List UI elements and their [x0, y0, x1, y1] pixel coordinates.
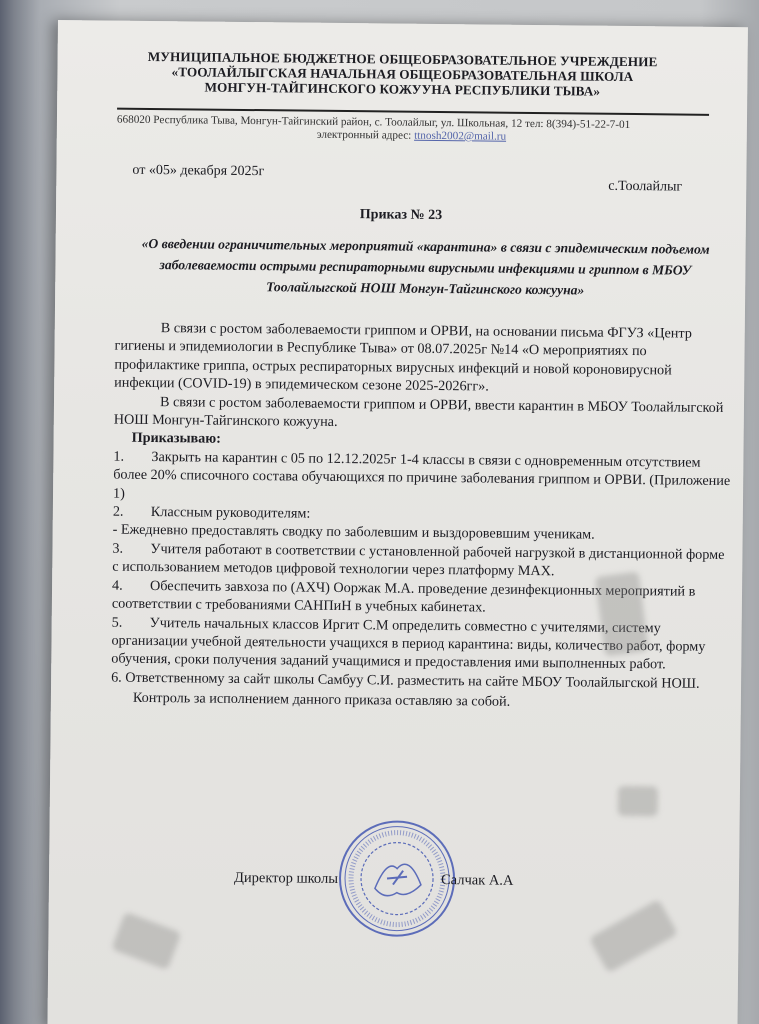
list-item: 2. Классным руководителям: — [112, 503, 311, 522]
org-name-line-3: МОНГУН-ТАЙГИНСКОГО КОЖУУНА РЕСПУБЛИКИ ТЫВА» — [204, 79, 601, 99]
letterhead — [57, 48, 747, 100]
tape-mark — [589, 899, 678, 973]
document-page — [47, 20, 748, 1024]
contact-info — [117, 114, 737, 146]
list-item: 1. Закрыть на карантин с 05 по 12.12.2025г 1-4 классы в связи с одновременным отсутствием более 20% списочного состава обучающихся по причине заболевания гриппом и ОРВИ. (Приложение 1) — [112, 448, 731, 502]
tape-mark — [618, 786, 658, 816]
order-word: Приказываю: — [131, 430, 221, 448]
list-item: 6. Ответственному за сайт школы Самбуу С.И. разместить на сайте МБОУ Тоолайлыгской НОШ. — [111, 669, 700, 692]
document-body — [111, 319, 733, 714]
order-date: от «05» декабря 2025г — [132, 162, 265, 180]
org-name-line-2: «ТООЛАЙЛЫГСКАЯ НАЧАЛЬНАЯ ОБЩЕОБРАЗОВАТЕЛЬНАЯ ШКОЛА — [171, 64, 634, 85]
paragraph-1: В связи с ростом заболеваемости гриппом и ОРВИ, на основании письма ФГУЗ «Центр гигиены и эпидемиологии в Республике Тыва» от 08.07.2025г №14 «О мероприятиях по профилактике гриппа, острых респираторных вирусных инфекций и новой короновирусной инфекции (COVID-19) в эпидемическом сезоне 2025-2026гг». — [114, 320, 692, 395]
tape-mark — [111, 912, 181, 971]
signature-block — [234, 870, 430, 889]
document-subject: «О введении ограничительных мероприятий «карантина» в связи с эпидемическим подъемом заболеваемости острыми респираторными вирусными инфекциями и гриппом в МБОУ Тоолайлыгской НОШ Монгун-Тайгинского кожууна» — [141, 235, 710, 298]
list-item: 5. Учитель начальных классов Иргит С.М определить совместно с учителями, систему организации учебной деятельности учащихся в период карантина: виды, количество работ, форму обучения, сроки получения заданий учащимися и предоставления ими выполненных работ. — [111, 614, 706, 673]
email-link[interactable]: ttnosh2002@mail.ru — [414, 129, 507, 143]
list-item: 4. Обеспечить завхоза по (АХЧ) Ооржак М.А. проведение дезинфекционных мероприятий в соответствии с требованиями САНПиН в учебных кабинетах. — [111, 577, 696, 616]
org-name-line-1: МУНИЦИПАЛЬНОЕ БЮДЖЕТНОЕ ОБЩЕОБРАЗОВАТЕЛЬНОЕ УЧРЕЖДЕНИЕ — [147, 48, 658, 70]
list-item: 3. Учителя работают в соответствии с установленной рабочей нагрузкой в дистанционной форме с использованием методов цифровой технологии через платформу MAX. — [112, 540, 725, 580]
control-statement: Контроль за исполнением данного приказа оставляю за собой. — [132, 689, 511, 710]
signer-name: Салчак А.А — [440, 872, 514, 889]
list-item: - Ежедневно предоставлять сводку по заболевшим и выздоровевшим ученикам. — [112, 522, 595, 544]
address: 668020 Республика Тыва, Монгун-Тайгинский район, с. Тоолайлыг, ул. Школьная, 12 тел: 8(394)-51-22-7-01 — [116, 113, 631, 131]
document-title: Приказ № 23 — [359, 207, 443, 224]
email-label: электронный адрес: — [316, 128, 412, 142]
signer-role: Директор школы — [233, 869, 339, 887]
paragraph-2: В связи с ростом заболеваемости гриппом и ОРВИ, ввести карантин в МБОУ Тоолайлыгской НОШ Монгун-Тайгинского кожууна. — [113, 393, 724, 430]
order-place: с.Тоолайлыг — [608, 178, 683, 195]
